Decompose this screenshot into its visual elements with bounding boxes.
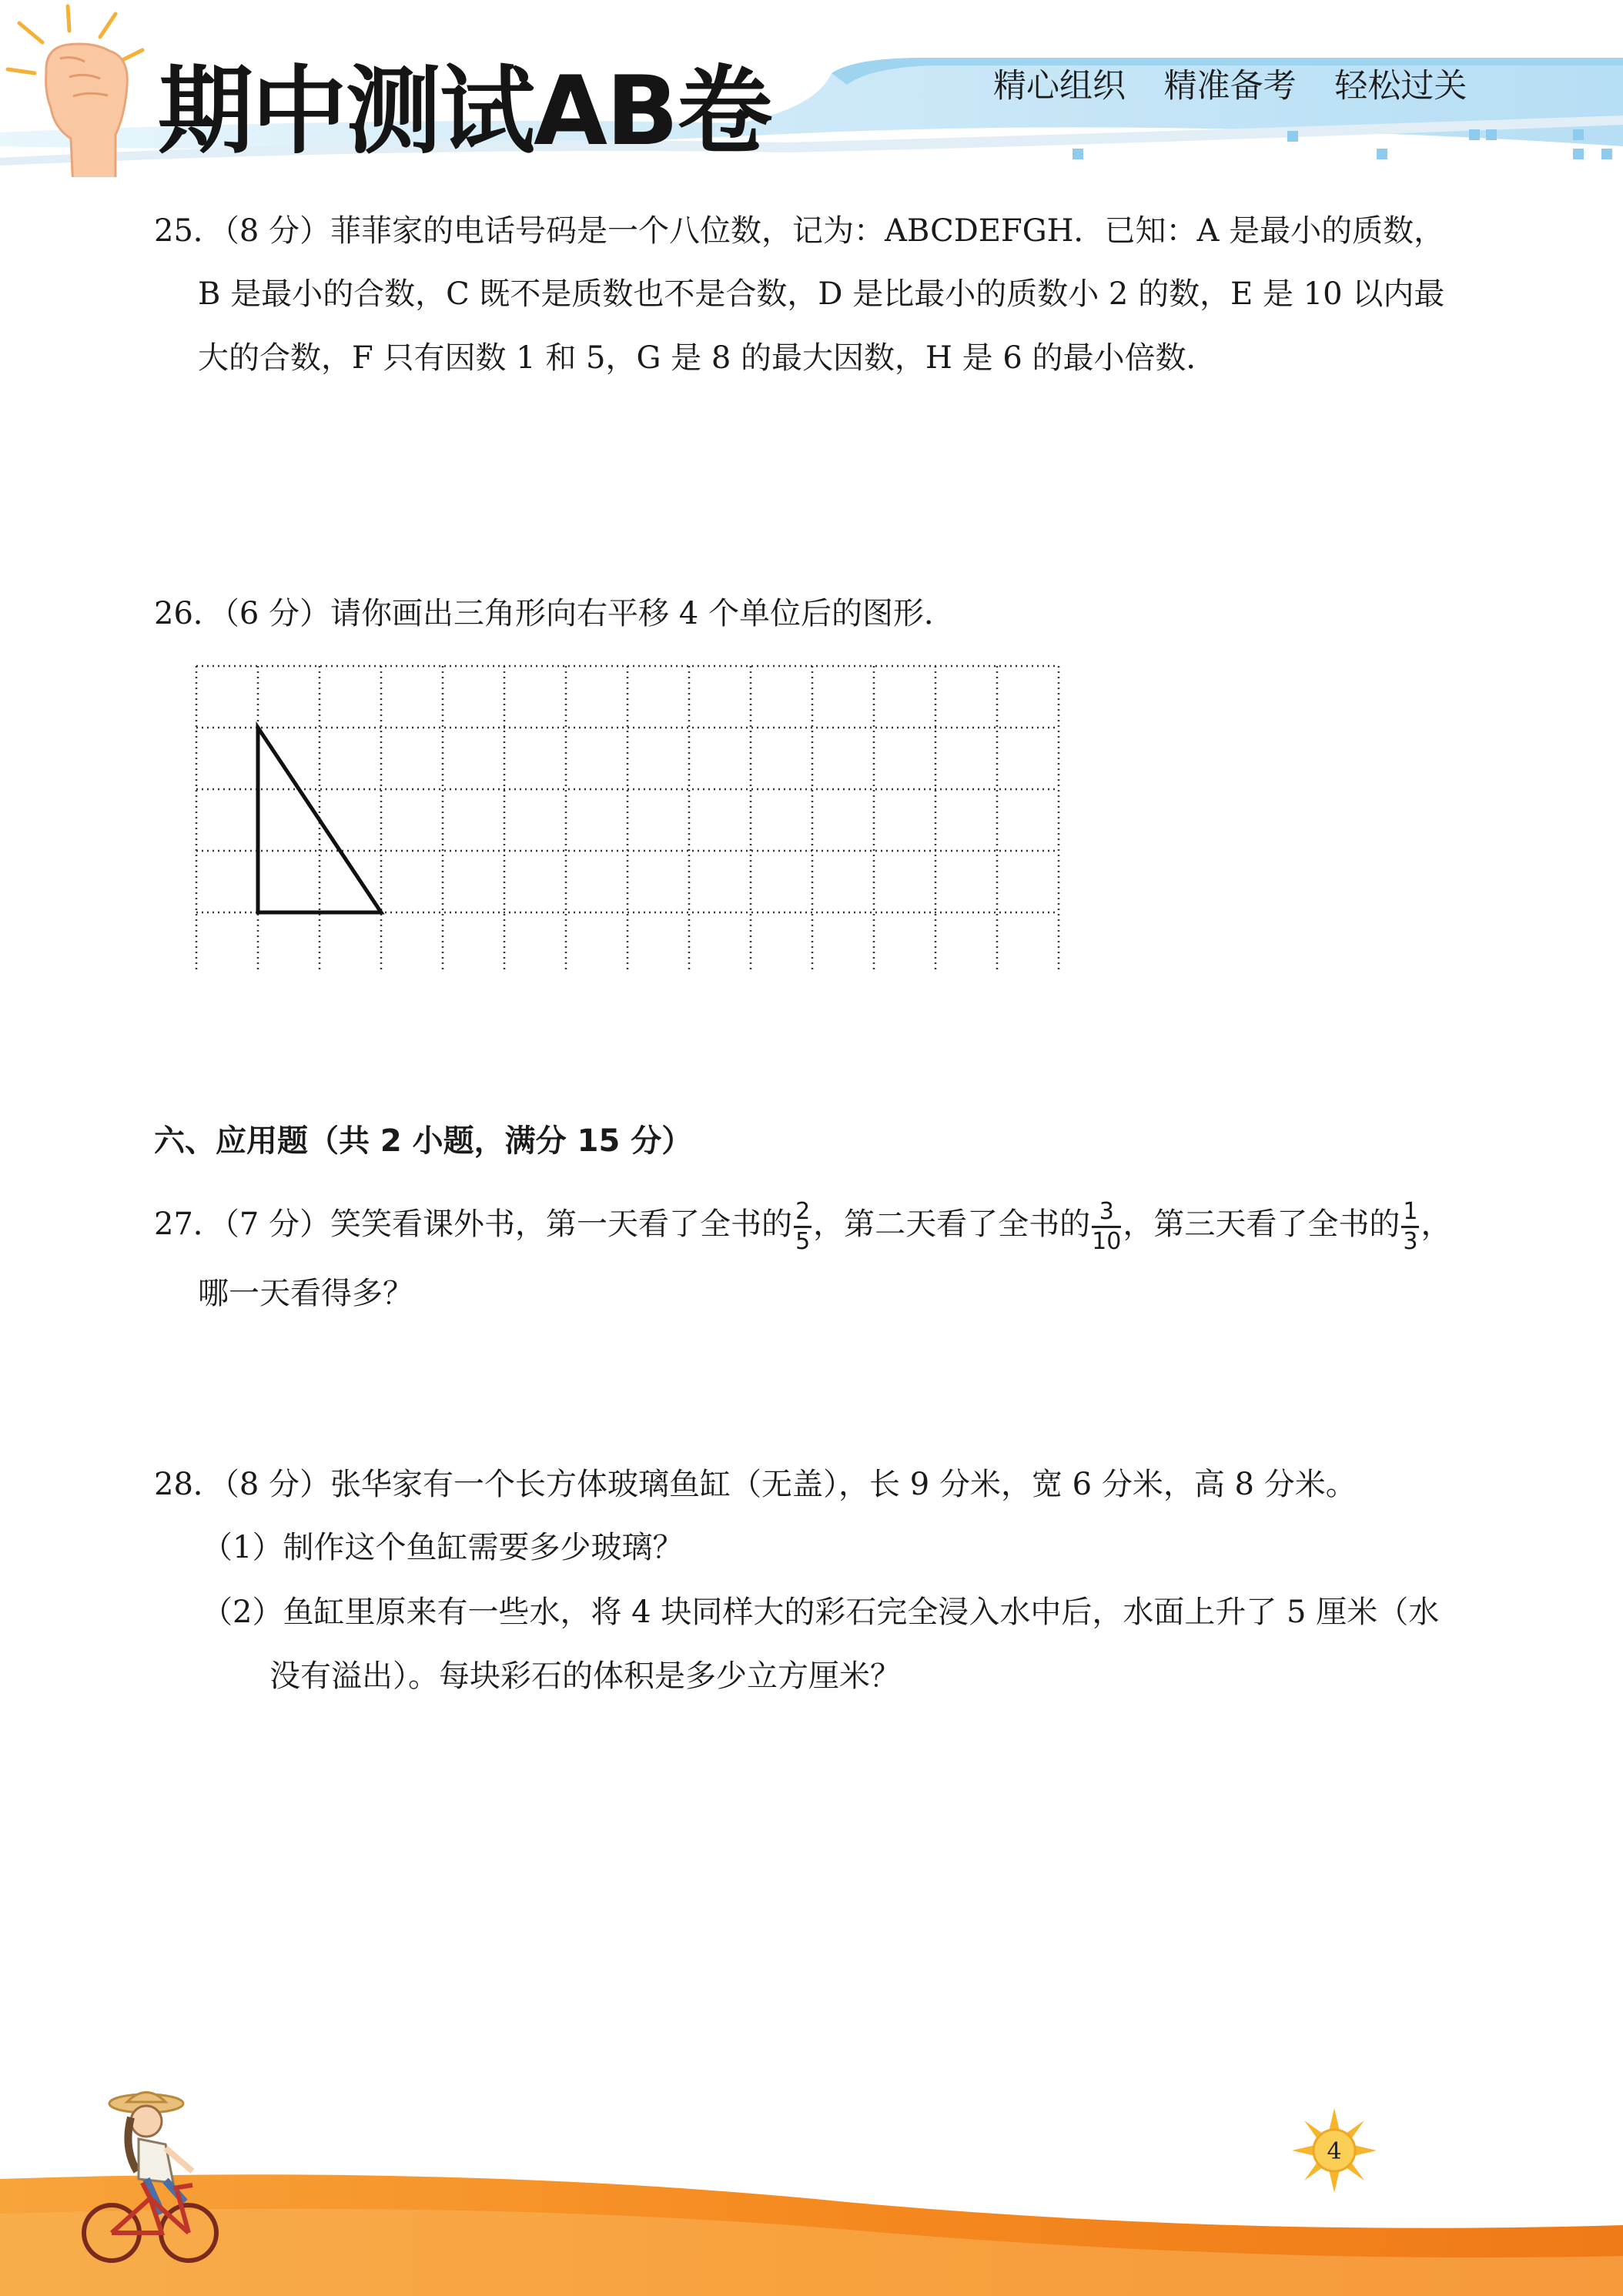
fraction-denominator: 10 [1092,1227,1122,1255]
fraction-three-tenths [1092,1197,1122,1255]
dotted-grid-figure [192,662,1074,970]
q28-sub-2-line-1: （2）鱼缸里原来有一些水，将 4 块同样大的彩石完全浸入水中后，水面上升了 5 厘米（水 [202,1595,1440,1630]
q27-text-3: ，第三天看了全书的 [1123,1207,1400,1242]
fraction-numerator: 2 [794,1200,812,1228]
fist-icon [8,6,142,177]
q28-line-1: 28．（8 分）张华家有一个长方体玻璃鱼缸（无盖），长 9 分米，宽 6 分米，高 8 分米。 [154,1467,1357,1502]
fraction-denominator: 3 [1403,1227,1418,1255]
page-number-badge [1292,2108,1377,2193]
exam-title: 期中测试AB卷 [158,56,771,167]
footer-decoration [0,2048,1623,2296]
fraction-one-third [1401,1197,1419,1255]
q28-sub-2-line-2: 没有溢出）。每块彩石的体积是多少立方厘米？ [269,1658,901,1694]
q27-text-2: ，第二天看了全书的 [813,1207,1091,1242]
fraction-numerator: 1 [1401,1200,1419,1228]
q27-line-1 [154,1193,1451,1255]
header-slogan: 精心组织 精准备考 轻松过关 [993,67,1467,105]
fraction-numerator: 3 [1092,1200,1121,1228]
q25-line-1: 25．（8 分）菲菲家的电话号码是一个八位数，记为：ABCDEFGH．已知：A 是最小的质数， [154,213,1445,249]
triangle-shape [258,728,381,912]
q27-line-2: 哪一天看得多？ [198,1276,413,1311]
q25-line-3: 大的合数，F 只有因数 1 和 5，G 是 8 的最大因数，H 是 6 的最小倍数． [198,340,1217,376]
q26-question: 26．（6 分）请你画出三角形向右平移 4 个单位后的图形． [154,596,955,631]
q27-text-1: 27．（7 分）笑笑看课外书，第一天看了全书的 [154,1207,793,1242]
grid-lines [196,666,1059,970]
q28-sub-1: （1）制作这个鱼缸需要多少玻璃？ [202,1530,684,1565]
section-heading: 六、应用题（共 2 小题，满分 15 分） [154,1123,693,1159]
q25-line-2: B 是最小的合数，C 既不是质数也不是合数，D 是比最小的质数小 2 的数，E 是 10 以内最 [198,276,1445,312]
fraction-denominator: 5 [795,1227,811,1255]
fraction-two-fifths [794,1197,812,1255]
page-number: 4 [1327,2138,1342,2165]
q27-text-4: ， [1421,1207,1452,1242]
